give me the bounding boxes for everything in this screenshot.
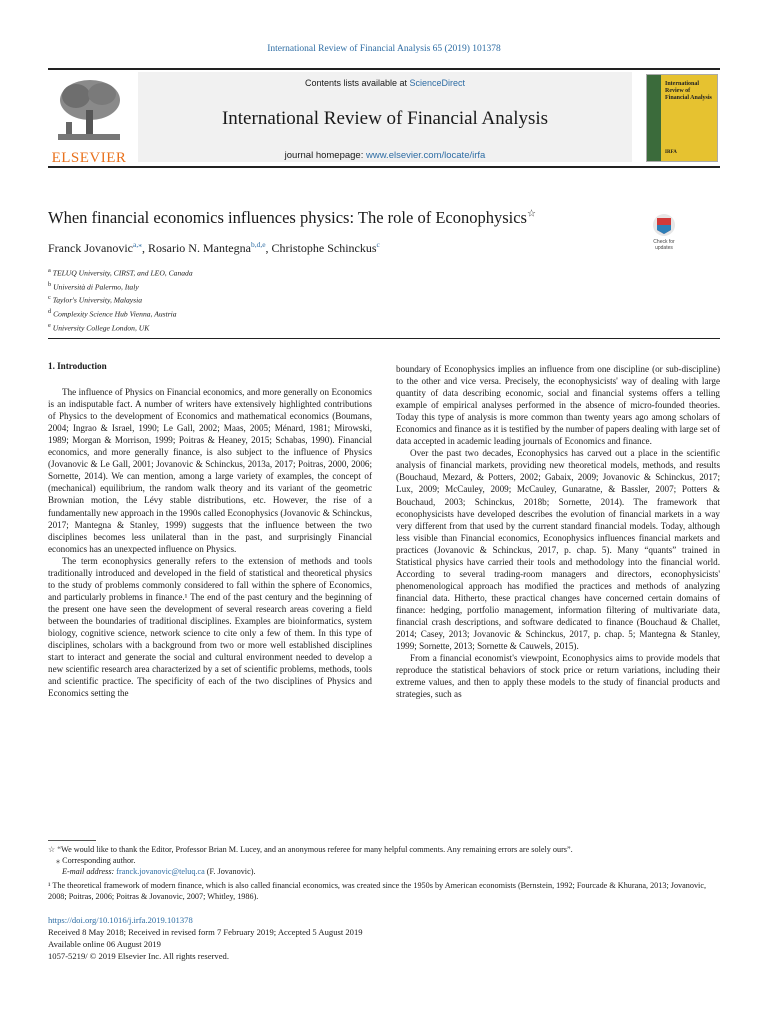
journal-title: International Review of Financial Analysis bbox=[221, 108, 549, 129]
homepage-link[interactable]: www.elsevier.com/locate/irfa bbox=[366, 150, 486, 161]
footnote-corresponding: ⁎ Corresponding author. bbox=[56, 856, 136, 865]
affiliation-item bbox=[48, 292, 193, 306]
email-label: E-mail address: bbox=[62, 867, 117, 876]
affil-sup: a bbox=[48, 267, 51, 274]
crossmark-label-2: updates bbox=[655, 245, 673, 251]
email-suffix: (F. Jovanovic). bbox=[204, 867, 256, 876]
doi-text[interactable]: https://doi.org/10.1016/j.irfa.2019.101378 bbox=[48, 915, 193, 925]
email-link[interactable]: franck.jovanovic@teluq.ca bbox=[116, 867, 205, 876]
homepage-prefix: journal homepage: bbox=[284, 150, 366, 161]
sciencedirect-link[interactable]: ScienceDirect bbox=[409, 78, 466, 88]
body-paragraph: boundary of Econophysics implies an influence from one discipline (or sub-discipline) to the other and vice versa. Precisely, the econophysicists' way of dealing with large quantity of data describing economic, social and financial systems offers a telling example of empirical analyses performed in the absence of micro-founded theories. Today this type of analysis is more common than twenty years ago among scholars of Economics and finance as it is testified by the number of papers dealing with large set of data accepted in academic leading journals of Economics and finance. bbox=[396, 364, 720, 447]
affil-sup: e bbox=[48, 321, 51, 329]
journal-header bbox=[48, 68, 720, 168]
affil-text: Taylor's University, Malaysia bbox=[52, 296, 143, 305]
affil-text: Università di Palermo, Italy bbox=[53, 282, 139, 292]
crossmark-label: Check for bbox=[653, 239, 675, 245]
title-footnote-mark[interactable]: ☆ bbox=[526, 208, 536, 220]
available-online: Available online 06 August 2019 bbox=[48, 939, 161, 949]
affiliation-item bbox=[48, 265, 193, 279]
cover-abbrev: IRFA bbox=[665, 150, 677, 155]
copyright: 1057-5219/ © 2019 Elsevier Inc. All rights reserved. bbox=[48, 951, 229, 961]
body-paragraph: Over the past two decades, Econophysics has carved out a place in the scientific analysis of financial markets, providing new theoretical models, methods, and results (Bouchaud, Mezard, & Potters, 2002; Gabaix, 2009; Jovanovic & Schinckus, 2017; Lux, 2009; McCauley, 2009; McCauley, Gunaratne, & Bassler, 2007; Potters & Bouchaud, 2003; Schinckus, 2018b; Sornette, 2014). The framework that econophysicists have developed describes the evolution of financial markets in a way very different from that used by the current standard financial models. Today, although less visible than Financial economics, Econophysics influences financial markets and practices (Jovanovic & Schinckus, 2017, p. chap. 5). Many “quants” trained in Statistical physics have carried their tools and methodology into the financial world. According to several trading-room managers and directors, econophysicists' phenomenological approach has modified the practices and methods of analyzing financial data. Hitherto, these practical changes have concerned certain domains of finance: hedging, portfolio management, information filtering of multivariate data, financial crash descriptions, and software dedicated to finance (Bouchaud & Challet, 2014; Casey, 2013; Jovanovic & Schinckus, 2017, p. chap. 5; Mantegna & Stanley, 1999; Sornette, 2013; Sornette & Cauwels, 2015). bbox=[396, 448, 720, 652]
homepage-line bbox=[138, 150, 632, 161]
footnote-email bbox=[48, 866, 734, 877]
header-center-panel bbox=[138, 72, 632, 162]
affil-text: University College London, UK bbox=[52, 323, 150, 333]
section-heading: 1. Introduction bbox=[48, 361, 107, 371]
author-name[interactable]: Christophe Schinckus bbox=[271, 241, 377, 255]
affil-text: Complexity Science Hub Vienna, Austria bbox=[53, 309, 177, 319]
footnote-1: ¹ The theoretical framework of modern finance, which is also called financial economics, was created since the 1950s by American economists (Bernstein, 1992; Fourcade & Khurana, 2013; Jovanovic, 2008; Poitras, 2006; Poitras & Jovanovic, 2007; Whitley, 1986). bbox=[48, 881, 707, 901]
footnote-thanks: ☆ “We would like to thank the Editor, Professor Brian M. Lucey, and an anonymous referee for many helpful comments. Any remaining errors are solely ours”. bbox=[48, 845, 573, 854]
affil-sup: c bbox=[48, 294, 51, 302]
affiliation-item bbox=[48, 306, 193, 320]
author-affil-sup[interactable]: b,d,e bbox=[250, 240, 266, 249]
publisher-name: ELSEVIER bbox=[51, 150, 127, 166]
affiliations bbox=[48, 265, 193, 334]
affil-sup: d bbox=[48, 308, 52, 316]
footnote-divider bbox=[48, 840, 96, 841]
elsevier-logo[interactable] bbox=[48, 74, 130, 164]
journal-citation-link[interactable]: International Review of Financial Analysis 65 (2019) 101378 bbox=[267, 44, 501, 54]
article-title bbox=[48, 208, 536, 228]
elsevier-tree-icon bbox=[54, 76, 124, 146]
cover-title: International Review of Financial Analysis bbox=[665, 81, 712, 101]
affiliation-item bbox=[48, 320, 193, 334]
affil-sup: b bbox=[48, 280, 52, 288]
cover-spine bbox=[647, 75, 661, 161]
received-dates: Received 8 May 2018; Received in revised form 7 February 2019; Accepted 5 August 2019 bbox=[48, 927, 363, 937]
body-column-left bbox=[48, 360, 372, 699]
header-divider bbox=[48, 338, 720, 339]
author-name[interactable]: Franck Jovanovic bbox=[48, 241, 133, 255]
affil-text: TELUQ University, CIRST, and LEO, Canada bbox=[52, 268, 193, 278]
body-column-right bbox=[396, 363, 720, 700]
body-paragraph: The influence of Physics on Financial economics, and more generally on Economics is an indisputable fact. A number of writers have extensively highlighted contributions of Physics to the development of Economics and mathematical economics (Boumans, 2004; Ingrao & Israel, 1990; Le Gall, 2002; Maas, 2005; Ménard, 1981; Mirowski, 1989; Morgan & Morrison, 1999; Poitras & Heaney, 2015; Schabas, 1990). Financial economics, and more generally finance, is also subject to the influence of Physics (Jovanovic & Le Gall, 2001; Jovanovic & Schinckus, 2013a, 2017; Poitras, 2000, 2006; Sornette, 2014). We can mention, among a large variety of examples, the concept of (mechanical) equilibrium, the random walk theory and its variant of the geometric Brownian motion, the Lévy stable distributions, etc. However, the rise of a fundamentally new approach in the 1990s called Econophysics (Jovanovic & Schinckus, 2017; Mantegna & Stanley, 1999) suggests that the influence between the two disciplines becomes less unilateral than in the past, and surprisingly Financial economics has an unexpected influence on Physics. bbox=[48, 387, 372, 554]
body-paragraph: From a financial economist's viewpoint, Econophysics aims to provide models that reproduce the statistical behaviors of stock price or return variations, including their extreme values, and then to apply these models to the study of financial products and strategies, such as bbox=[396, 653, 720, 700]
author-list: Franck Jovanovic$^{a,⁎}$, Rosario N. Mantegna$^{b,d,e}$, Christophe Schinckus$^c$ bbox=[48, 240, 380, 255]
author-affil-sup[interactable]: a,⁎ bbox=[132, 240, 142, 249]
body-paragraph: The term econophysics generally refers to the extension of methods and tools traditionally introduced and developed in the field of statistical and theoretical physics to the study of problems commonly considered to fall within the sphere of Economics, and particularly problems in finance.¹ The end of the past century and the beginning of the present one have seen the development of several research areas covering a field between the boundaries of traditional disciplines. Examples are bioinformatics, system biology, cognitive science, network science to cite only a few of them. In this type of disciplines, scholars with a background from two or more well established disciplines start to interact and generate the social and cultural environment needed to develop a new scientific research area characterized by a set of scientific problems, methods, tools and scientific practice. The specificity of each of the two disciplines of Physics and Economics setting the bbox=[48, 555, 372, 699]
affiliation-item bbox=[48, 279, 193, 293]
contents-prefix: Contents lists available at bbox=[304, 78, 410, 88]
author-name[interactable]: Rosario N. Mantegna bbox=[147, 241, 251, 255]
check-for-updates-icon[interactable] bbox=[646, 212, 682, 252]
doi-link[interactable] bbox=[48, 915, 193, 927]
journal-cover-thumbnail[interactable] bbox=[646, 74, 718, 162]
contents-line bbox=[138, 78, 632, 88]
author-affil-sup[interactable]: c bbox=[376, 240, 380, 249]
article-title-text: When financial economics influences physics: The role of Econophysics bbox=[48, 208, 527, 227]
